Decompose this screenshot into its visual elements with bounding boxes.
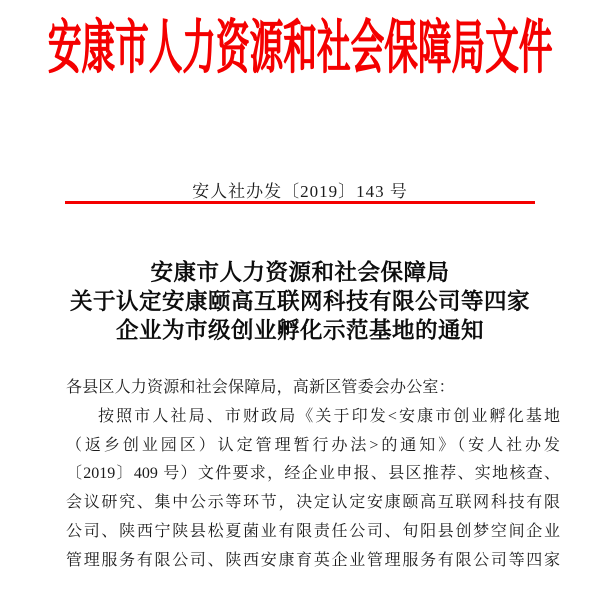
notice-title-line-1: 安康市人力资源和社会保障局 [150,260,450,285]
agency-masthead-text: 安康市人力资源和社会保障局文件 [47,15,553,80]
red-divider-line [65,201,535,204]
notice-title-line-2: 关于认定安康颐高互联网科技有限公司等四家 [69,289,530,314]
body-text-line: 按照市人社局、市财政局《关于印发<安康市创业孵化基地 [98,407,560,425]
body-text-line: 会议研究、集中公示等环节，决定认定安康颐高互联网科技有限 [66,494,560,512]
agency-masthead [0,16,600,80]
notice-title-line-3: 企业为市级创业孵化示范基地的通知 [115,318,484,343]
body-text-line: （返乡创业园区）认定管理暂行办法>的通知》（安人社办发 [66,436,560,454]
salutation-line: 各县区人力资源和社会保障局，高新区管委会办公室： [66,379,455,396]
body-text-line: 公司、陕西宁陕县松夏菌业有限责任公司、旬阳县创梦空间企业 [66,522,560,540]
body-text-line: 〔2019〕409 号）文件要求，经企业申报、县区推荐、实地核查、 [66,465,560,483]
notice-title [0,258,600,345]
document-number: 安人社办发〔2019〕143 号 [192,182,408,201]
notice-body [66,374,560,576]
body-text-line: 管理服务有限公司、陕西安康育英企业管理服务有限公司等四家 [66,551,560,569]
